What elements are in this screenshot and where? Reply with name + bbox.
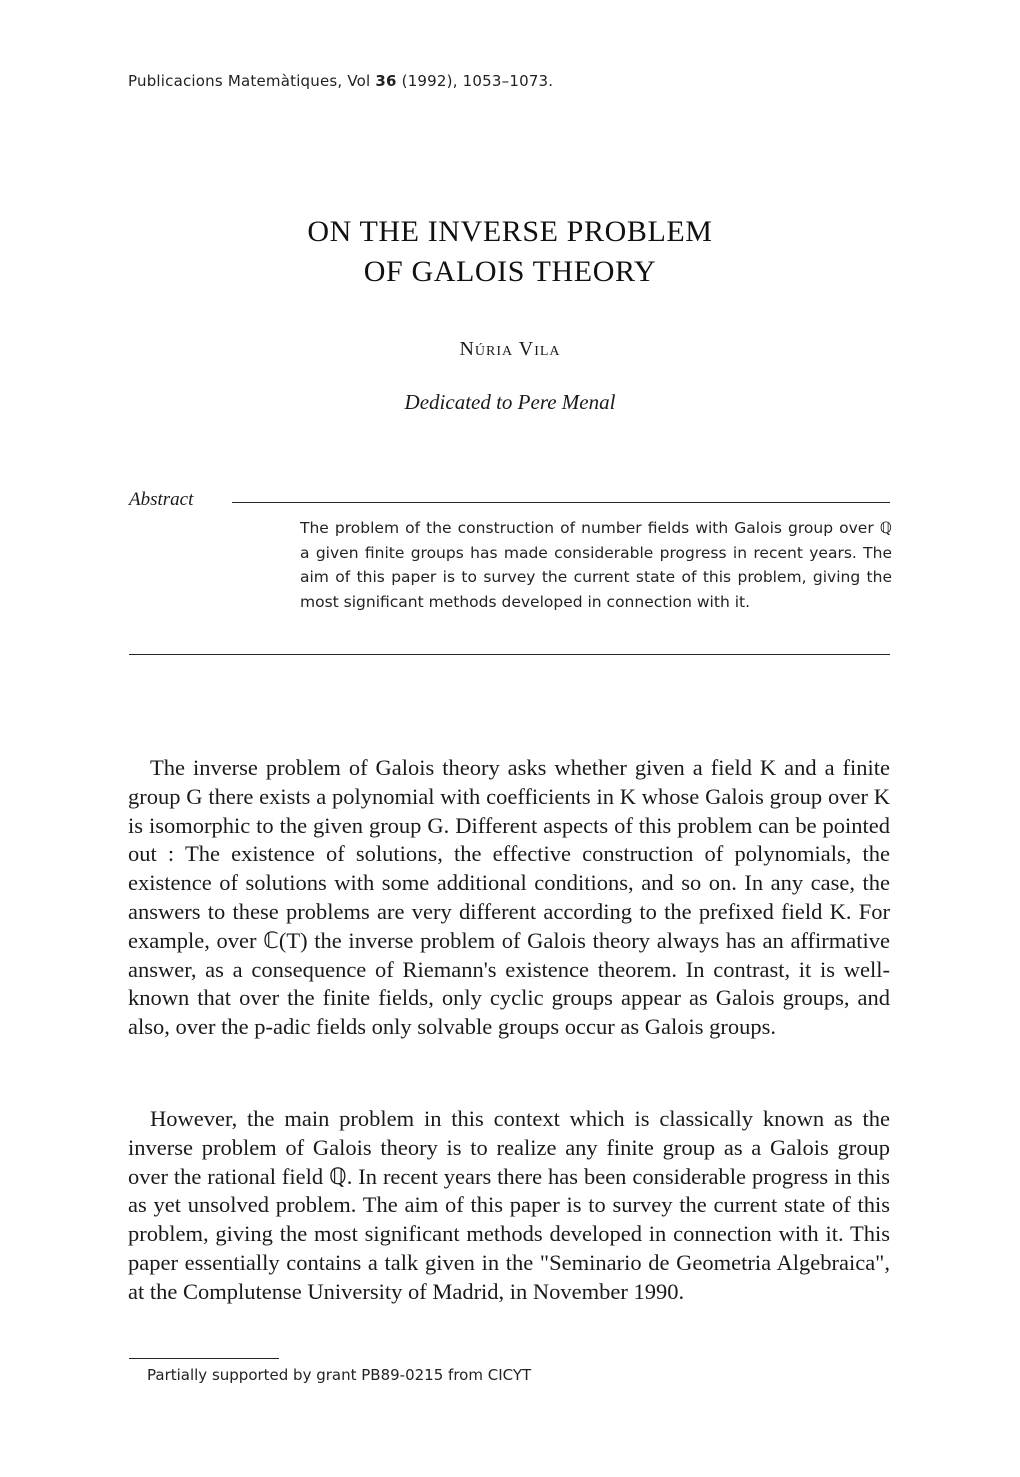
volume-number: 36 bbox=[375, 72, 397, 90]
paper-title bbox=[0, 212, 1020, 292]
journal-header bbox=[128, 72, 553, 90]
journal-prefix: Publicacions Matemàtiques, Vol bbox=[128, 72, 376, 90]
dedication: Dedicated to Pere Menal bbox=[404, 390, 616, 414]
abstract-top-rule bbox=[232, 502, 890, 503]
footnote: Partially supported by grant PB89-0215 from CICYT bbox=[147, 1366, 532, 1384]
body-paragraph-1: The inverse problem of Galois theory asks whether given a field K and a finite group G there exists a polynomial with coefficients in K whose Galois group over K is isomorphic to the given group G. Different aspects of this problem can be pointed out : The existence of solutions, the effective construction of polynomials, the existence of solutions with some additional conditions, and so on. In any case, the answers to these problems are very different according to the prefixed field K. For example, over ℂ(T) the inverse problem of Galois theory always has an affirmative answer, as a consequence of Riemann's existence theorem. In contrast, it is well-known that over the finite fields, only cyclic groups appear as Galois groups, and also, over the p-adic fields only solvable groups occur as Galois groups. bbox=[128, 755, 890, 1040]
title-line-2: OF GALOIS THEORY bbox=[363, 255, 657, 288]
author-name: Núria Vila bbox=[459, 338, 561, 360]
journal-suffix: (1992), 1053–1073. bbox=[396, 72, 554, 90]
title-line-1: ON THE INVERSE PROBLEM bbox=[307, 215, 713, 248]
body-paragraph-2: However, the main problem in this context which is classically known as the inverse problem of Galois theory is to realize any finite group as a Galois group over the rational field ℚ. In recent years there has been considerable progress in this as yet unsolved problem. The aim of this paper is to survey the current state of this problem, giving the most significant methods developed in connection with it. This paper essentially contains a talk given in the "Seminario de Geometria Algebraica", at the Complutense University of Madrid, in November 1990. bbox=[128, 1106, 890, 1304]
abstract-label: Abstract bbox=[129, 489, 194, 510]
footnote-rule bbox=[129, 1358, 279, 1359]
abstract-bottom-rule bbox=[129, 654, 890, 655]
abstract-text: The problem of the construction of number fields with Galois group over ℚ a given finite groups has made considerable progress in recent years. The aim of this paper is to survey the current state of this problem, giving the most significant methods developed in connection with it. bbox=[300, 519, 892, 611]
